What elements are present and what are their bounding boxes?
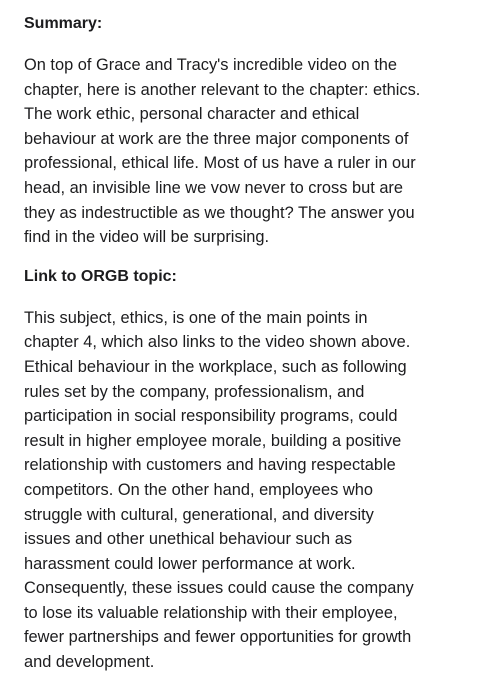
spacer (24, 289, 477, 306)
summary-line: they as indestructible as we thought? The answer you (24, 203, 415, 222)
spacer (24, 36, 477, 53)
link-topic-line: to lose its valuable relationship with their employee, (24, 603, 398, 622)
link-topic-line: Ethical behaviour in the workplace, such as following (24, 357, 407, 376)
spacer (24, 250, 477, 265)
link-topic-line: and development. (24, 653, 155, 672)
summary-heading: Summary: (24, 15, 103, 32)
summary-line: behaviour at work are the three major components of (24, 129, 409, 148)
summary-line: find in the video will be surprising. (24, 228, 270, 247)
link-topic-line: harassment could lower performance at work. (24, 554, 356, 573)
link-topic-line: competitors. On the other hand, employees who (24, 480, 373, 499)
link-topic-line: rules set by the company, professionalism, and (24, 382, 365, 401)
link-topic-line: chapter 4, which also links to the video shown above. (24, 333, 411, 352)
summary-line: On top of Grace and Tracy's incredible video on the (24, 56, 398, 74)
link-topic-line: This subject, ethics, is one of the main points in (24, 308, 368, 327)
summary-paragraph (24, 53, 477, 250)
summary-line: head, an invisible line we vow never to cross but are (24, 178, 404, 197)
link-topic-line: participation in social responsibility programs, could (24, 407, 398, 426)
link-topic-line: fewer partnerships and fewer opportunities for growth (24, 628, 412, 647)
summary-line: professional, ethical life. Most of us have a ruler in our (24, 154, 416, 173)
summary-line: chapter, here is another relevant to the chapter: ethics. (24, 80, 421, 99)
link-topic-paragraph (24, 306, 477, 675)
summary-line: The work ethic, personal character and ethical (24, 105, 360, 124)
link-topic-line: issues and other unethical behaviour such as (24, 530, 353, 549)
link-topic-line: Consequently, these issues could cause the company (24, 579, 414, 598)
link-topic-heading: Link to ORGB topic: (24, 267, 177, 285)
link-topic-line: relationship with customers and having respectable (24, 456, 396, 475)
link-topic-line: struggle with cultural, generational, and diversity (24, 505, 374, 524)
link-topic-line: result in higher employee morale, building a positive (24, 431, 402, 450)
